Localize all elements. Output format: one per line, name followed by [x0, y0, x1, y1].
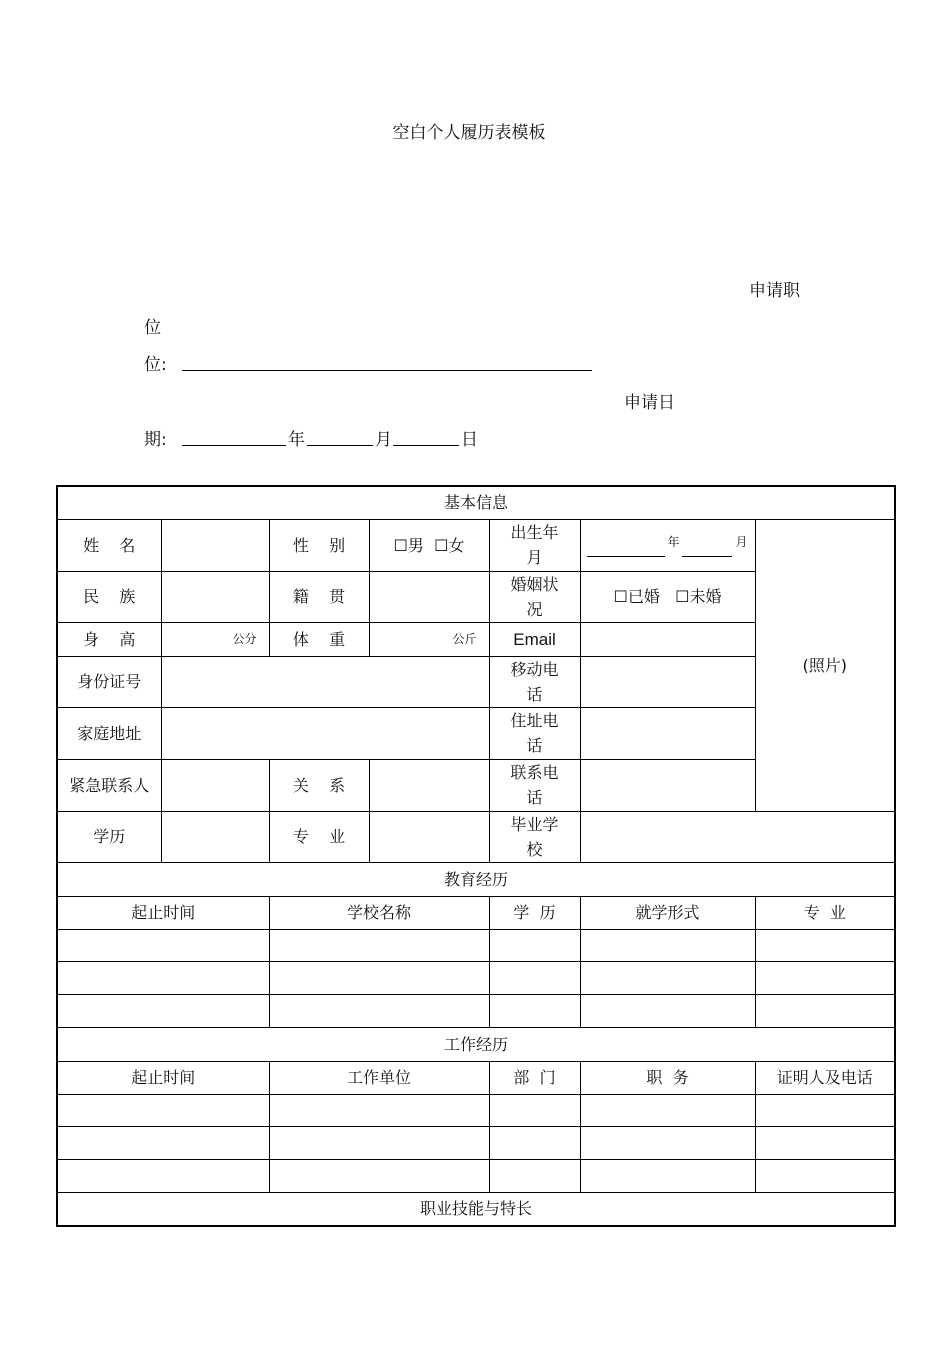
work-cell[interactable] — [269, 1159, 489, 1192]
edu-header-degree: 学 历 — [489, 896, 580, 929]
edu-cell[interactable] — [489, 929, 580, 961]
table-row — [57, 929, 895, 961]
edu-cell[interactable] — [580, 929, 755, 961]
gender-female-checkbox[interactable]: ☐女 — [434, 535, 465, 555]
edu-header-period: 起止时间 — [57, 896, 269, 929]
table-row — [57, 1126, 895, 1159]
work-cell[interactable] — [580, 1126, 755, 1159]
edu-cell[interactable] — [489, 961, 580, 994]
apply-month-label: 月 — [375, 430, 392, 450]
edu-header-school: 学校名称 — [269, 896, 489, 929]
relation-label: 关 系 — [269, 759, 369, 811]
edu-cell[interactable] — [269, 994, 489, 1027]
edu-cell[interactable] — [269, 929, 489, 961]
work-cell[interactable] — [755, 1159, 895, 1192]
name-field[interactable] — [161, 519, 269, 571]
work-header-reference: 证明人及电话 — [755, 1061, 895, 1094]
native-place-field[interactable] — [369, 571, 489, 622]
edu-cell[interactable] — [489, 994, 580, 1027]
work-cell[interactable] — [755, 1094, 895, 1126]
weight-unit: 公斤 — [452, 631, 477, 646]
email-label: Email — [489, 622, 580, 656]
work-header-department: 部 门 — [489, 1061, 580, 1094]
work-cell[interactable] — [489, 1126, 580, 1159]
work-cell[interactable] — [580, 1094, 755, 1126]
graduate-school-label: 毕业学校 — [489, 811, 580, 862]
birth-label: 出生年月 — [489, 519, 580, 571]
apply-position-label: 申请职 — [749, 281, 800, 301]
work-header-position: 职 务 — [580, 1061, 755, 1094]
emergency-contact-field[interactable] — [161, 759, 269, 811]
major-field[interactable] — [369, 811, 489, 862]
mobile-field[interactable] — [580, 656, 755, 707]
apply-position-label-colon: 位: — [144, 355, 167, 375]
apply-year-label: 年 — [288, 430, 305, 450]
gender-options[interactable] — [369, 519, 489, 571]
edu-cell[interactable] — [580, 994, 755, 1027]
home-address-label: 家庭地址 — [57, 707, 161, 759]
height-field[interactable] — [161, 622, 269, 656]
gender-male-checkbox[interactable]: ☐男 — [393, 535, 424, 555]
work-section-title: 工作经历 — [57, 1027, 895, 1061]
home-address-field[interactable] — [161, 707, 489, 759]
work-header-employer: 工作单位 — [269, 1061, 489, 1094]
work-header-period: 起止时间 — [57, 1061, 269, 1094]
edu-cell[interactable] — [755, 994, 895, 1027]
table-row — [57, 994, 895, 1027]
unmarried-checkbox[interactable]: ☐未婚 — [675, 587, 722, 606]
edu-cell[interactable] — [580, 961, 755, 994]
ethnicity-label: 民 族 — [57, 571, 161, 622]
birth-year-label: 年 — [667, 534, 680, 549]
apply-day-label: 日 — [461, 430, 478, 450]
resume-form-table — [56, 485, 896, 1227]
work-cell[interactable] — [57, 1159, 269, 1192]
work-cell[interactable] — [489, 1094, 580, 1126]
apply-position-label-cont: 位 — [144, 318, 161, 338]
birth-month-label: 月 — [735, 534, 748, 549]
skills-section-title: 职业技能与特长 — [57, 1192, 895, 1226]
height-unit: 公分 — [232, 631, 257, 646]
edu-header-major: 专 业 — [755, 896, 895, 929]
email-field[interactable] — [580, 622, 755, 656]
apply-day-field[interactable] — [393, 445, 459, 446]
edu-cell[interactable] — [755, 961, 895, 994]
ethnicity-field[interactable] — [161, 571, 269, 622]
apply-month-field[interactable] — [307, 445, 373, 446]
relation-field[interactable] — [369, 759, 489, 811]
graduate-school-field[interactable] — [580, 811, 895, 862]
work-cell[interactable] — [580, 1159, 755, 1192]
table-row — [57, 1094, 895, 1126]
work-cell[interactable] — [269, 1094, 489, 1126]
education-level-label: 学历 — [57, 811, 161, 862]
photo-placeholder[interactable]: (照片) — [755, 519, 895, 811]
education-level-field[interactable] — [161, 811, 269, 862]
work-cell[interactable] — [57, 1094, 269, 1126]
education-section-title: 教育经历 — [57, 862, 895, 896]
marital-label: 婚姻状况 — [489, 571, 580, 622]
major-label: 专 业 — [269, 811, 369, 862]
home-phone-field[interactable] — [580, 707, 755, 759]
apply-position-field[interactable] — [182, 370, 592, 371]
height-label: 身 高 — [57, 622, 161, 656]
edu-cell[interactable] — [57, 994, 269, 1027]
contact-phone-field[interactable] — [580, 759, 755, 811]
table-row — [57, 1159, 895, 1192]
mobile-label: 移动电话 — [489, 656, 580, 707]
edu-header-study-mode: 就学形式 — [580, 896, 755, 929]
weight-label: 体 重 — [269, 622, 369, 656]
id-number-label: 身份证号 — [57, 656, 161, 707]
home-phone-label: 住址电话 — [489, 707, 580, 759]
apply-date-label-colon: 期: — [144, 430, 167, 450]
weight-field[interactable] — [369, 622, 489, 656]
name-label: 姓 名 — [57, 519, 161, 571]
basic-info-section-title: 基本信息 — [57, 486, 895, 519]
edu-cell[interactable] — [269, 961, 489, 994]
page-title: 空白个人履历表模板 — [392, 123, 546, 143]
edu-cell[interactable] — [57, 961, 269, 994]
edu-cell[interactable] — [755, 929, 895, 961]
work-cell[interactable] — [755, 1126, 895, 1159]
table-row — [57, 961, 895, 994]
apply-year-field[interactable] — [182, 445, 286, 446]
marital-options[interactable] — [580, 571, 755, 622]
gender-label: 性 别 — [269, 519, 369, 571]
contact-phone-label: 联系电话 — [489, 759, 580, 811]
edu-cell[interactable] — [57, 929, 269, 961]
work-cell[interactable] — [269, 1126, 489, 1159]
married-checkbox[interactable]: ☐已婚 — [613, 587, 660, 606]
apply-date-label: 申请日 — [624, 393, 675, 413]
emergency-contact-label: 紧急联系人 — [57, 759, 161, 811]
work-cell[interactable] — [57, 1126, 269, 1159]
birth-field[interactable] — [580, 519, 755, 571]
work-cell[interactable] — [489, 1159, 580, 1192]
native-place-label: 籍 贯 — [269, 571, 369, 622]
id-number-field[interactable] — [161, 656, 489, 707]
